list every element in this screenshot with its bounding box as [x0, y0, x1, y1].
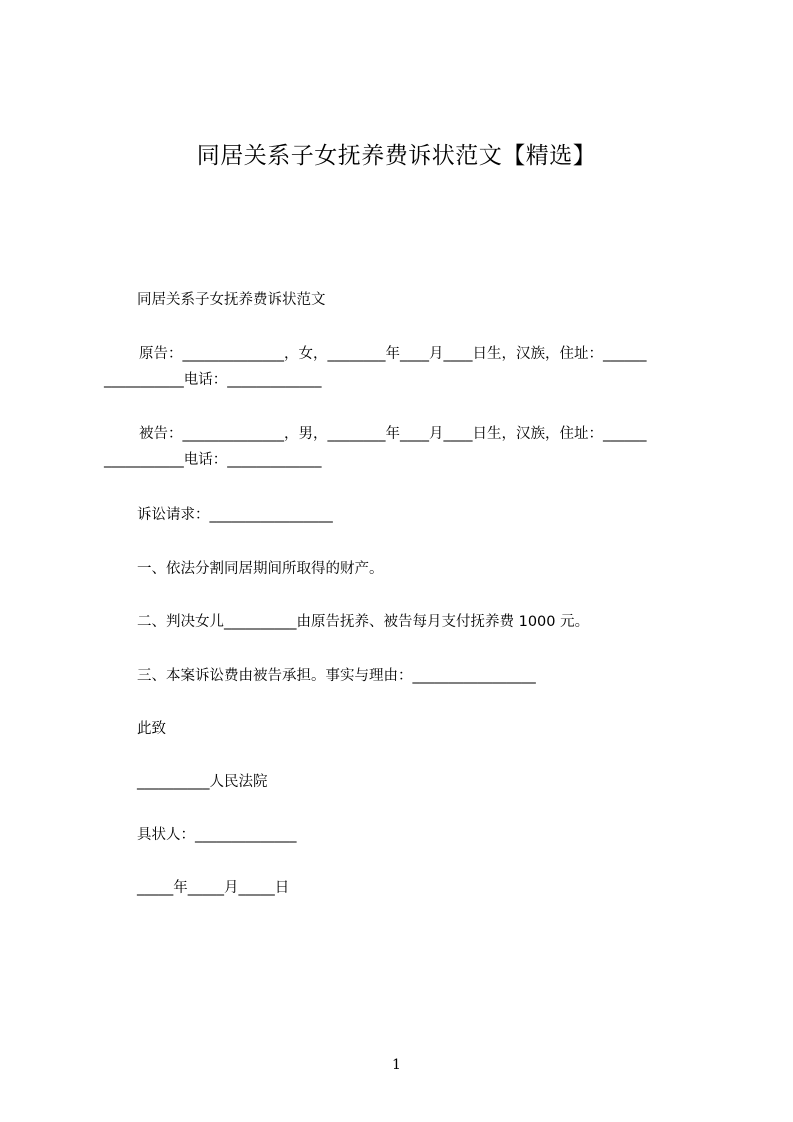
defendant-line-1: 被告：______________，男，________年____月____日生，汉族，住址：______: [139, 426, 647, 442]
defendant-paragraph: [104, 421, 704, 473]
plaintiff-paragraph: [104, 341, 704, 393]
signer-line: 具状人：______________: [137, 827, 297, 843]
date-line: _____年_____月_____日: [137, 880, 290, 896]
plaintiff-line-1: 原告：______________，女，________年____月____日生，汉族，住址：______: [139, 346, 647, 362]
subtitle: 同居关系子女抚养费诉状范文: [137, 292, 326, 308]
court-name: __________人民法院: [137, 774, 268, 790]
defendant-line-2: ___________电话：_____________: [104, 452, 322, 468]
claims-heading: 诉讼请求：_________________: [137, 507, 333, 523]
page-title: 同居关系子女抚养费诉状范文【精选】: [196, 143, 597, 169]
plaintiff-line-2: ___________电话：_____________: [104, 372, 322, 388]
salutation: 此致: [137, 721, 166, 737]
claim-item-3: 三、本案诉讼费由被告承担。事实与理由：_________________: [137, 668, 536, 684]
claim-item-1: 一、依法分割同居期间所取得的财产。: [137, 561, 384, 577]
page-number: 1: [392, 1057, 401, 1073]
claim-item-2: 二、判决女儿__________由原告抚养、被告每月支付抚养费 1000 元。: [137, 614, 590, 630]
